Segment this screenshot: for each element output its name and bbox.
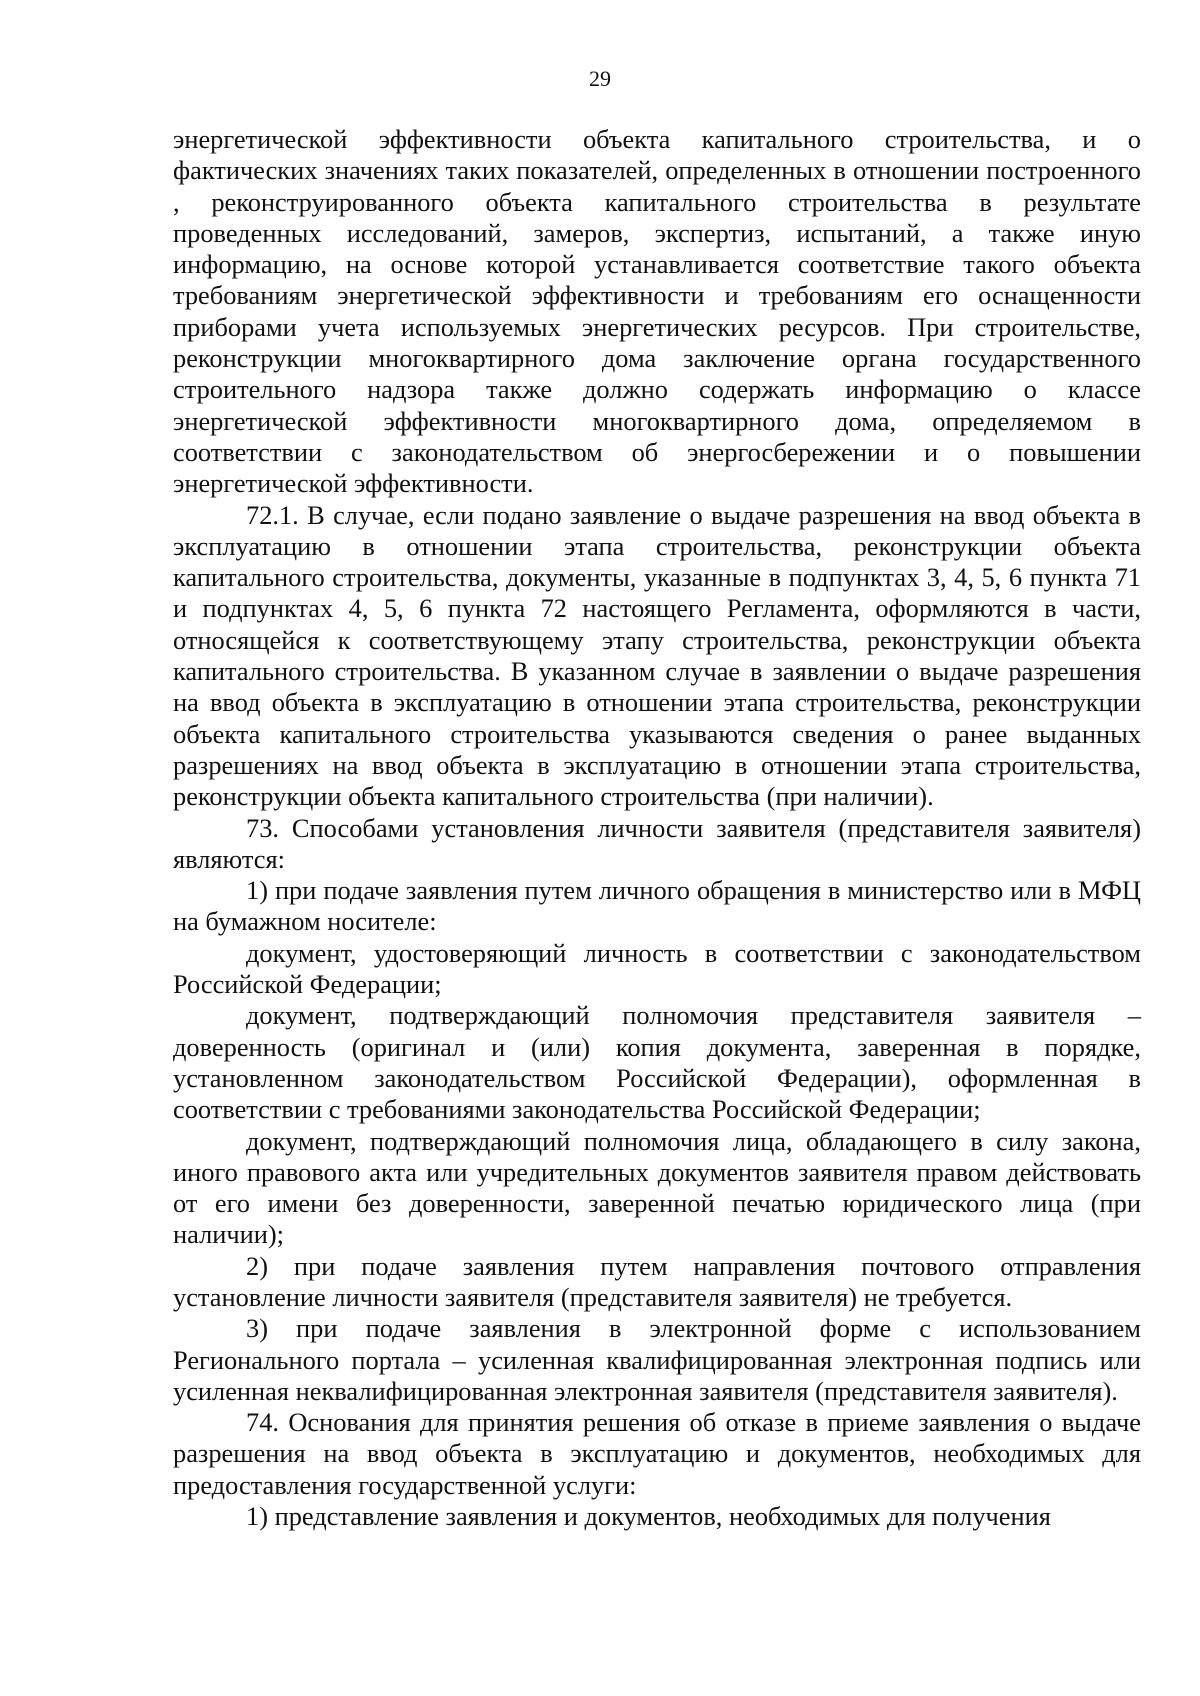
paragraph-73-item-1-identity-document: документ, удостоверяющий личность в соответствии с законодательством Российской Федерации; [173,937,1141,1000]
document-body [173,124,1141,1532]
paragraph-74-item-1: 1) представление заявления и документов, необходимых для получения [246,1501,1051,1532]
paragraph-73: 73. Способами установления личности заявителя (представителя заявителя) являются: [173,812,1141,874]
paragraph-72-1: 72.1. В случае, если подано заявление о выдаче разрешения на ввод объекта в эксплуатацию в отношении этапа строительства, реконструкции объекта капитального строительства, документы, указанные в подпунктах 3, 4, 5, 6 пункта 71 и подпунктах 4, 5, 6 пункта 72 настоящего Регламента, оформляются в части, относящейся к соответствующему этапу строительства, реконструкции объекта капитального строительства. В указанном случае в заявлении о выдаче разрешения на ввод объекта в эксплуатацию в отношении этапа строительства, реконструкции объекта капитального строительства указываются сведения о ранее выданных разрешениях на ввод объекта в эксплуатацию в отношении этапа строительства, реконструкции объекта капитального строительства (при наличии). [173,499,1141,812]
paragraph-73-item-3: 3) при подаче заявления в электронной форме с использованием Регионального портала – усиленная квалифицированная электронная подпись или усиленная неквалифицированная электронная заявителя (представителя заявителя). [173,1313,1141,1406]
paragraph-continuation: энергетической эффективности объекта капитального строительства, и о фактических значениях таких показателей, определенных в отношении построенного , реконструированного объекта капитального строительства в результате проведенных исследований, замеров, экспертиз, испытаний, а также иную информацию, на основе которой устанавливается соответствие такого объекта требованиям энергетической эффективности и требованиям его оснащенности приборами учета используемых энергетических ресурсов. При строительстве, реконструкции многоквартирного дома заключение органа государственного строительного надзора также должно содержать информацию о классе энергетической эффективности многоквартирного дома, определяемом в соответствии с законодательством об энергосбережении и о повышении энергетической эффективности. [173,124,1141,499]
paragraph-73-item-1-authority-document: документ, подтверждающий полномочия лица, обладающего в силу закона, иного правового акта или учредительных документов заявителя правом действовать от его имени без доверенности, заверенной печатью юридического лица (при наличии); [173,1125,1141,1250]
paragraph-73-item-1: 1) при подаче заявления путем личного обращения в министерство или в МФЦ на бумажном носителе: [173,875,1141,937]
page-number: 29 [589,66,611,91]
paragraph-73-item-2: 2) при подаче заявления путем направления почтового отправления установление личности заявителя (представителя заявителя) не требуется. [173,1250,1141,1312]
paragraph-73-item-1-power-of-attorney: документ, подтверждающий полномочия представителя заявителя – доверенность (оригинал и (или) копия документа, заверенная в порядке, установленном законодательством Российской Федерации), оформленная в соответствии с требованиями законодательства Российской Федерации; [173,1000,1141,1125]
paragraph-74: 74. Основания для принятия решения об отказе в приеме заявления о выдаче разрешения на ввод объекта в эксплуатацию и документов, необходимых для предоставления государственной услуги: [173,1407,1141,1500]
